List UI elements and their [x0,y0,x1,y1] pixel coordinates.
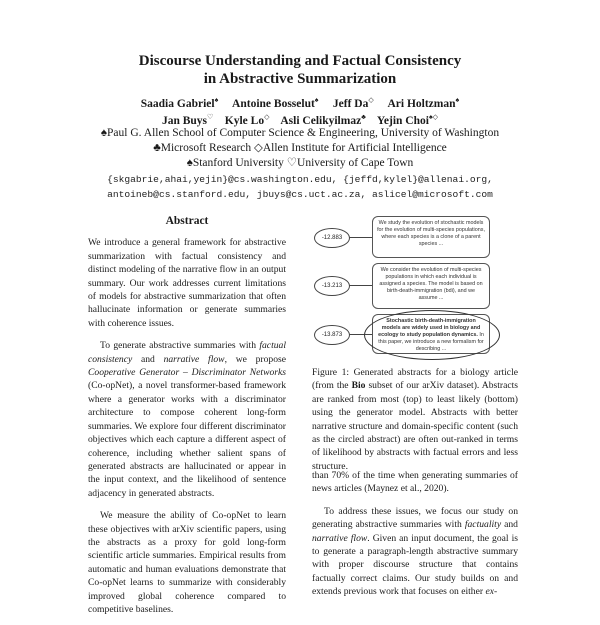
abstract-section [88,215,286,625]
author-mark: ◇ [264,113,270,121]
author-name: Jeff Da [332,97,369,110]
abstract-box: We consider the evolution of multi-species populations in which each individual is assigned a species. The model is based on birth-death-immigration (bdi), and we assume ... [372,263,490,309]
author-row-1 [0,93,600,112]
likelihood-score: -12.883 [314,228,350,248]
author-name: Antoine Bosselut [232,97,315,110]
author-mark: ♠ [455,96,460,104]
abstract-paragraph: To generate abstractive summaries with factual consistency and narrative flow, we propose Cooperative Generator – Discriminator Networks (Co-opNet), a novel transformer-based framework where a generator works with a discriminator architecture to compose coherent long-form summaries. We explore four different discriminator objectives which each capture a different aspect of coherence, including whether salient spans of generated abstracts are hallucinated or appear in the input context, and the likelihood of sentence adjacency in generated abstracts. [88,340,286,499]
abstract-paragraph: We measure the ability of Co-opNet to learn these objectives with arXiv scientific papers, using the abstracts as a proxy for gold long-form scientific article summaries. Empirical results from automatic and human evaluations demonstrate that Co-opNet learns to summarize with considerably improved global coherence compared to competitive baselines. [88,510,286,615]
figure-caption: Figure 1: Generated abstracts for a biology article (from the Bio subset of our arXiv dataset). Abstracts are ranked from most (top) to least likely (bottom) using the generator model. Abstracts with better narrative structure and domain-specific content (such as the circled abstract) are often out-ranked in terms of likelihood by abstracts with factual errors and less structure. [312,367,518,472]
affiliation-line: ♣Microsoft Research ◇Allen Institute for Artificial Intelligence [153,142,447,154]
abstract-heading: Abstract [165,215,209,227]
affiliation-line: ♠Paul G. Allen School of Computer Science & Engineering, University of Washington [100,127,500,139]
likelihood-score: -13.213 [314,276,350,296]
author-mark: ♡ [207,113,214,121]
abstract-paragraph: We introduce a general framework for abstractive summarization with factual consistency and distinct modeling of the narrative flow in an output summary. Our work addresses current limitations of models for abstractive summarization that often hallucinate information or generate summaries with coherence issues. [88,237,286,329]
abstract-box: We study the evolution of stochastic models for the evolution of multi-species populations, where each species is a clone of a parent species ... [372,216,490,258]
author-mark: ♠ [314,96,319,104]
title-line-1: Discourse Understanding and Factual Consistency [138,53,462,69]
title-line-2: in Abstractive Summarization [203,71,397,87]
email-line: antoineb@cs.stanford.edu, jbuys@cs.uct.ac.za, aslicel@microsoft.com [107,189,493,200]
paper-title [0,52,600,88]
author-emails [0,172,600,202]
body-paragraph: than 70% of the time when generating summaries of news articles (Maynez et al., 2020). [312,470,518,495]
highlight-circle [364,310,500,360]
body-text [312,469,518,608]
body-paragraph: To address these issues, we focus our study on generating abstractive summaries with factuality and narrative flow. Given an input document, the goal is to generate a paragraph-length abstractive summary with proper discourse structure that contains factually correct claims. Our study builds on and extends previous work that focuses on either ex- [312,505,518,598]
email-line: {skgabrie,ahai,yejin}@cs.washington.edu, {jeffd,kylel}@allenai.org, [107,174,493,185]
author-mark: ◇ [368,96,374,104]
author-mark: ♠◇ [428,113,439,121]
affiliations [0,126,600,171]
author-name: Kyle Lo [224,114,265,127]
author-mark: ♠ [214,96,219,104]
author-name: Saadia Gabriel [140,97,215,110]
author-name: Ari Holtzman [387,97,456,110]
likelihood-score: -13.873 [314,325,350,345]
author-mark: ♣ [361,113,366,121]
abstract-box-circled: Stochastic birth-death-immigration models are widely used in biology and ecology to study population dynamics. In this paper, we introduce a new formalism for describing ... [372,314,490,354]
author-name: Jan Buys [161,114,208,127]
figure-1 [310,212,520,372]
affiliation-line: ♠Stanford University ♡University of Cape Town [186,157,414,169]
author-name: Asli Celikyilmaz [280,114,362,127]
author-name: Yejin Choi [376,114,429,127]
